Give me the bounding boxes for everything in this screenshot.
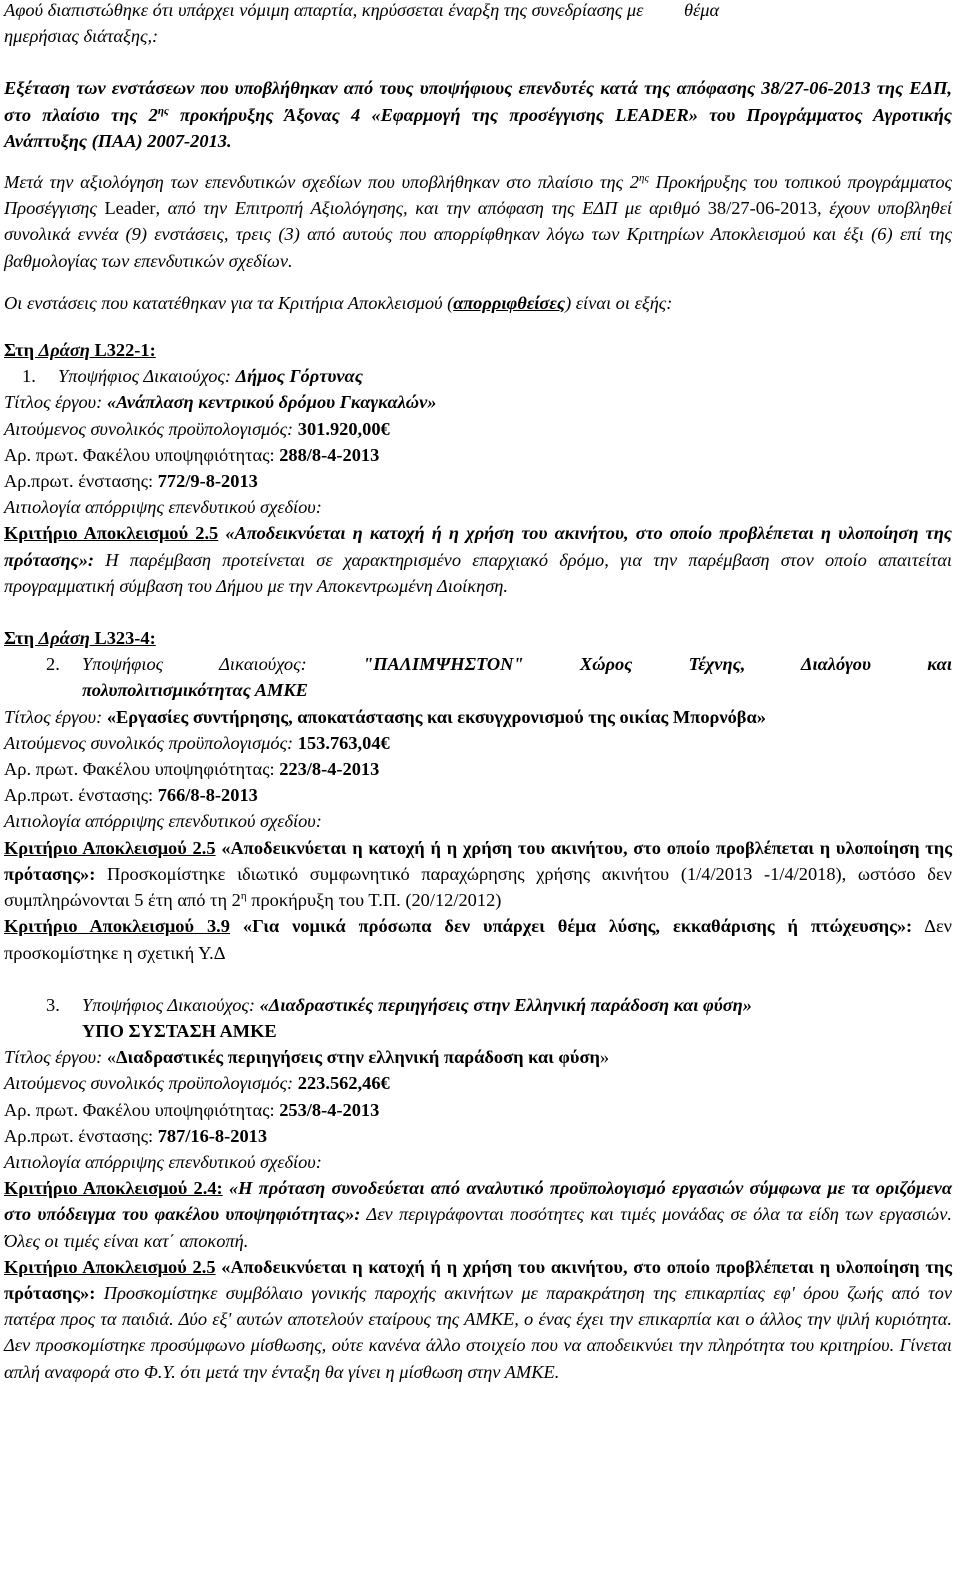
summary-text-c: , από την Επιτροπή Αξιολόγησης, και την απόφαση της ΕΔΠ με αριθμό — [155, 198, 708, 219]
section-item-3 — [4, 992, 952, 1385]
budget-label: Αιτούμενος συνολικός προϋπολογισμός: — [4, 418, 298, 439]
section-heading — [4, 337, 952, 363]
title-open-quote: « — [106, 1047, 117, 1068]
title-label: Τίτλος έργου: — [4, 392, 107, 413]
beneficiary-block — [4, 992, 952, 1044]
criterion-label: Κριτήριο Αποκλεισμού 2.4: — [4, 1178, 223, 1199]
objection-number-value: 787/16-8-2013 — [157, 1125, 268, 1146]
intro-paragraph — [4, 0, 952, 49]
item-number: 1. — [22, 366, 36, 387]
objection-number-label: Αρ.πρωτ. ένστασης: — [4, 471, 158, 492]
objection-number-line — [4, 782, 952, 808]
criterion-paragraph-1 — [4, 1175, 952, 1254]
file-number-label: Αρ. πρωτ. Φακέλου υποψηφιότητας: — [4, 444, 280, 465]
criterion-paragraph-1 — [4, 835, 952, 914]
beneficiary-label: Υποψήφιος Δικαιούχος: — [58, 366, 236, 387]
criterion-reason: Η παρέμβαση προτείνεται σε χαρακτηρισμένο επαρχιακό δρόμο, για την παρέμβαση στον οποίο απαιτείται προγραμματική σύμβαση του Δήμου με την Αποκεντρωμένη Διοίκηση. — [4, 549, 952, 596]
criterion-label: Κριτήριο Αποκλεισμού 2.5 — [4, 837, 216, 858]
heading-prefix: Στη — [4, 340, 39, 361]
budget-line — [4, 1070, 952, 1096]
criterion-sup: η — [240, 890, 247, 903]
rejection-reason-label: Αιτιολογία απόρριψης επενδυτικού σχεδίου: — [4, 1151, 322, 1172]
criterion-label: Κριτήριο Αποκλεισμού 2.5 — [4, 1256, 216, 1277]
agenda-topic-sup: ης — [157, 104, 169, 117]
objection-number-line — [4, 1123, 952, 1149]
summary-text-b: Προκήρυξης του τοπικού προγράμματος Προσέγγισης — [4, 172, 952, 219]
summary-leader: Leader — [104, 198, 156, 219]
intro-line-2: ημερήσιας διάταξης,: — [4, 26, 159, 47]
evaluation-summary — [4, 169, 952, 274]
title-value: «Εργασίες συντήρησης, αποκατάστασης και εκσυγχρονισμού της οικίας Μπορνόβα» — [106, 706, 766, 727]
file-number-line — [4, 1097, 952, 1123]
beneficiary-line — [82, 992, 952, 1018]
title-close-quote: » — [599, 1047, 610, 1068]
file-number-value: 288/8-4-2013 — [279, 444, 380, 465]
budget-line — [4, 416, 952, 442]
heading-code: L323-4: — [89, 628, 156, 649]
criterion-paragraph-2 — [4, 913, 952, 965]
summary-text-d: , έχουν υποβληθεί συνολικά εννέα (9) ενστάσεις, τρεις (3) από αυτούς που απορρίφθηκαν λόγω των Κριτηρίων Αποκλεισμού και έξι (6) επί της βαθμολογίας των επενδυτικών σχεδίων. — [4, 198, 953, 271]
budget-value: 153.763,04€ — [297, 732, 390, 753]
rejection-reason-label: Αιτιολογία απόρριψης επενδυτικού σχεδίου: — [4, 497, 322, 518]
objection-number-line — [4, 468, 952, 494]
file-number-line — [4, 442, 952, 468]
heading-prefix: Στη — [4, 628, 39, 649]
beneficiary-value-line-1: «Διαδραστικές περιηγήσεις στην Ελληνική παράδοση και φύση» — [259, 994, 752, 1015]
criterion-paragraph-2 — [4, 1254, 952, 1385]
objections-intro-text-a: Οι ενστάσεις που κατατέθηκαν για τα Κριτήρια Αποκλεισμού ( — [4, 292, 454, 313]
file-number-label: Αρ. πρωτ. Φακέλου υποψηφιότητας: — [4, 759, 280, 780]
agenda-topic — [4, 75, 952, 154]
title-line — [4, 389, 952, 415]
file-number-value: 253/8-4-2013 — [279, 1099, 380, 1120]
summary-sup: ης — [639, 172, 649, 185]
objection-number-label: Αρ.πρωτ. ένστασης: — [4, 1125, 158, 1146]
title-label: Τίτλος έργου: — [4, 706, 107, 727]
section-heading — [4, 625, 952, 651]
beneficiary-line — [4, 363, 952, 389]
rejection-reason-label: Αιτιολογία απόρριψης επενδυτικού σχεδίου: — [4, 811, 322, 832]
budget-line — [4, 730, 952, 756]
beneficiary-block — [4, 651, 952, 703]
file-number-value: 223/8-4-2013 — [279, 759, 380, 780]
heading-word: Δράση — [38, 340, 90, 361]
title-value: Διαδραστικές περιηγήσεις στην ελληνική παράδοση και φύση — [116, 1047, 600, 1068]
criterion-text: «Για νομικά πρόσωπα δεν υπάρχει θέμα λύσης, εκκαθάρισης ή πτώχευσης»: — [242, 916, 913, 937]
criterion-reason: Προσκομίστηκε συμβόλαιο γονικής παροχής ακινήτων με παρακράτηση της επικαρπίας εφ' όρου ζωής από τον πατέρα προς τα παιδιά. Δύο εξ' αυτών αποτελούν εταίρους της ΑΜΚΕ, ο ένας έχει την επικαρπία και ο άλλος την ψιλή κυριότητα. Δεν προσκομίστηκε προσύμφωνο μίσθωσης, ούτε κανένα άλλο στοιχείο που να αποδεικνύει την πληρότητα του κριτηρίου. Γίνεται απλή αναφορά στο Φ.Υ. ότι μετά την ένταξη θα γίνει η μίσθωση στην ΑΜΚΕ. — [4, 1282, 952, 1382]
file-number-label: Αρ. πρωτ. Φακέλου υποψηφιότητας: — [4, 1099, 280, 1120]
objections-intro — [4, 290, 952, 316]
objection-number-value: 772/9-8-2013 — [157, 471, 258, 492]
objections-intro-text-b: ) είναι οι εξής: — [565, 292, 673, 313]
budget-value: 223.562,46€ — [297, 1073, 390, 1094]
objection-number-label: Αρ.πρωτ. ένστασης: — [4, 785, 158, 806]
budget-label: Αιτούμενος συνολικός προϋπολογισμός: — [4, 1073, 298, 1094]
budget-value: 301.920,00€ — [297, 418, 390, 439]
criterion-text: «Αποδεικνύεται η κατοχή ή η χρήση του ακινήτου, στο οποίο προβλέπεται η υλοποίηση της πρότασης»: — [4, 837, 952, 884]
beneficiary-value-line-2: ΥΠΟ ΣΥΣΤΑΣΗ ΑΜΚΕ — [82, 1020, 277, 1041]
beneficiary-label: Υποψήφιος Δικαιούχος: — [82, 654, 307, 675]
title-line — [4, 1044, 952, 1070]
intro-line-1-tail: θέμα — [684, 0, 720, 20]
criterion-paragraph — [4, 520, 952, 599]
criterion-text: «Η πρόταση συνοδεύεται από αναλυτικό προϋπολογισμό εργασιών σύμφωνα με τα οριζόμενα στο υπόδειγμα του φακέλου υποψηφιότητας»: — [4, 1178, 952, 1225]
heading-word: Δράση — [38, 628, 90, 649]
criterion-text: «Αποδεικνύεται η κατοχή ή η χρήση του ακινήτου, στο οποίο προβλέπεται η υλοποίηση της πρότασης»: — [4, 1256, 953, 1303]
item-number: 3. — [46, 994, 60, 1015]
beneficiary-value-line-2: πολυπολιτισμικότητας ΑΜΚΕ — [82, 680, 308, 701]
title-value: «Ανάπλαση κεντρικού δρόμου Γκαγκαλών» — [106, 392, 437, 413]
intro-line-1: Αφού διαπιστώθηκε ότι υπάρχει νόμιμη απαρτία, κηρύσσεται έναρξη της συνεδρίασης με — [4, 0, 644, 20]
criterion-label: Κριτήριο Αποκλεισμού 2.5 — [4, 523, 219, 544]
criterion-text: «Αποδεικνύεται η κατοχή ή η χρήση του ακινήτου, στο οποίο προβλέπεται η υλοποίηση της πρότασης»: — [4, 523, 952, 570]
criterion-label: Κριτήριο Αποκλεισμού 3.9 — [4, 916, 230, 937]
heading-code: L322-1: — [89, 340, 156, 361]
beneficiary-line — [82, 651, 952, 677]
title-label: Τίτλος έργου: — [4, 1047, 107, 1068]
beneficiary-label: Υποψήφιος Δικαιούχος: — [82, 994, 260, 1015]
criterion-reason: Δεν προσκομίστηκε η σχετική Υ.Δ — [4, 916, 952, 963]
beneficiary-value: Δήμος Γόρτυνας — [235, 366, 363, 387]
agenda-topic-text-b: προκήρυξης Άξονας 4 «Εφαρμογή της προσέγγισης LEADER» του Προγράμματος Αγροτικής Ανάπτυξης (ΠΑΑ) 2007-2013. — [4, 104, 952, 151]
beneficiary-value-line-1: "ΠΑΛΙΜΨΗΣΤΟΝ" Χώρος Τέχνης, Διαλόγου και — [363, 654, 952, 675]
objections-intro-rejected: απορριφθείσες — [453, 292, 566, 313]
file-number-line — [4, 756, 952, 782]
summary-decision-number: 38/27-06-2013 — [707, 198, 818, 219]
criterion-reason-a: Προσκομίστηκε ιδιωτικό συμφωνητικό παραχώρησης χρήσης ακινήτου (1/4/2013 -1/4/2018), ωστόσο δεν συμπληρώνονται 5 έτη από τη 2 — [4, 863, 952, 911]
agenda-topic-text-a: Εξέταση των ενστάσεων που υποβλήθηκαν από τους υποψήφιους επενδυτές κατά της απόφασης 38/27-06-2013 της ΕΔΠ, στο πλαίσιο της 2 — [4, 78, 952, 125]
title-line — [4, 704, 952, 730]
criterion-reason: Δεν περιγράφονται ποσότητες και τιμές μονάδας σε όλα τα είδη των εργασιών. Όλες οι τιμές είναι κατ΄ αποκοπή. — [4, 1204, 952, 1251]
section-l322-1 — [4, 337, 952, 599]
criterion-reason-b: προκήρυξη του Τ.Π. (20/12/2012) — [246, 890, 502, 911]
item-number: 2. — [46, 654, 60, 675]
section-l323-4 — [4, 625, 952, 966]
objection-number-value: 766/8-8-2013 — [157, 785, 258, 806]
summary-text-a: Μετά την αξιολόγηση των επενδυτικών σχεδίων που υποβλήθηκαν στο πλαίσιο της 2 — [4, 172, 640, 193]
budget-label: Αιτούμενος συνολικός προϋπολογισμός: — [4, 732, 298, 753]
